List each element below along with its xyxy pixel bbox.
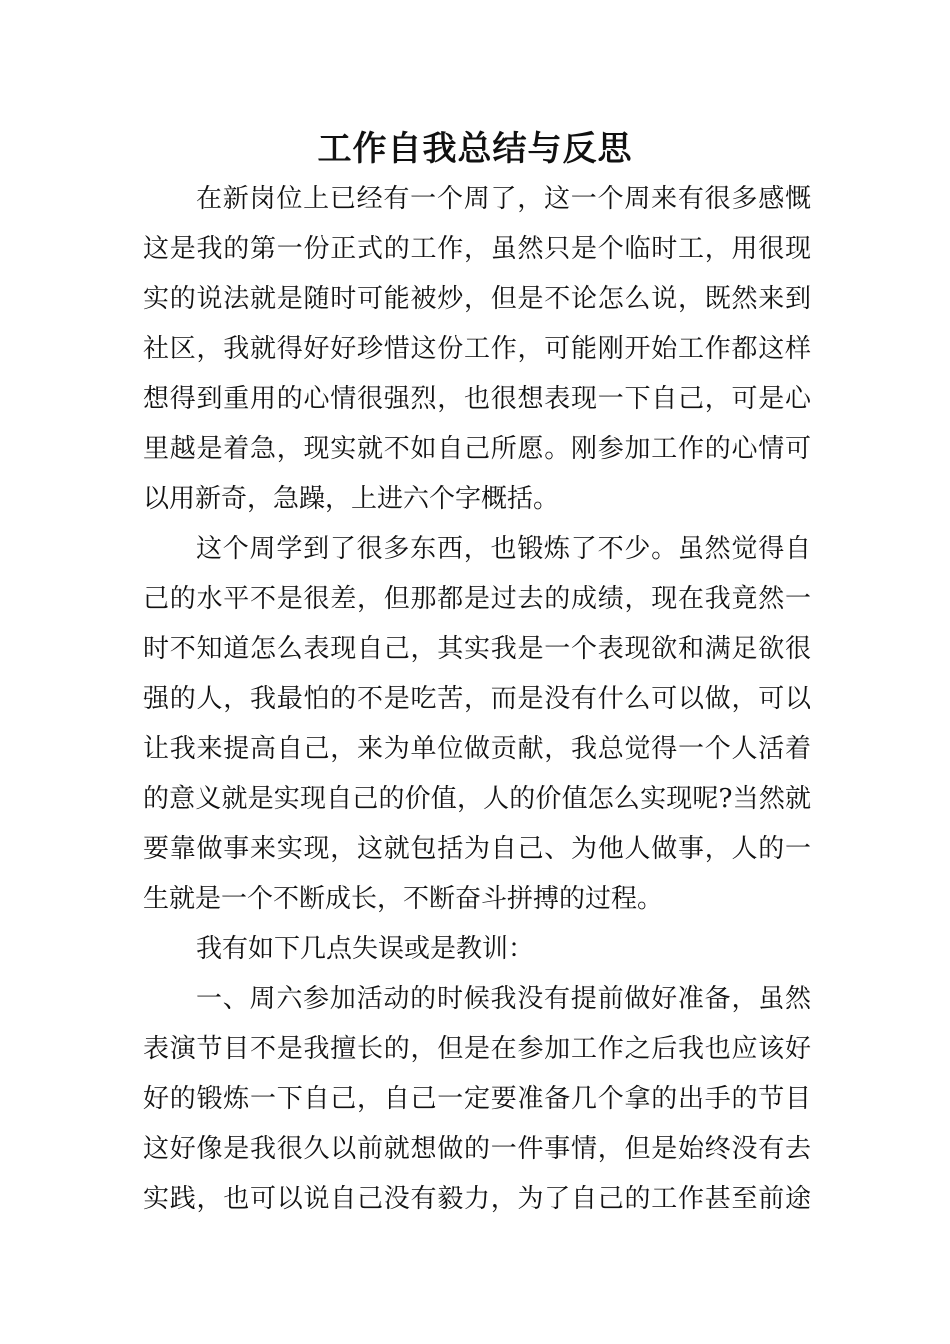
text-line: 这好像是我很久以前就想做的一件事情，但是始终没有去	[143, 1134, 811, 1164]
text-line: 己的水平不是很差，但那都是过去的成绩，现在我竟然一	[143, 584, 811, 614]
text-line: 的意义就是实现自己的价值，人的价值怎么实现呢?当然就	[143, 784, 811, 814]
text-line: 我有如下几点失误或是教训：	[196, 934, 535, 964]
text-line: 以用新奇，急躁，上进六个字概括。	[143, 484, 560, 514]
text-line: 一、周六参加活动的时候我没有提前做好准备，虽然	[196, 984, 811, 1014]
text-line: 实践，也可以说自己没有毅力，为了自己的工作甚至前途	[143, 1184, 811, 1214]
text-line: 这个周学到了很多东西，也锻炼了不少。虽然觉得自	[196, 534, 811, 564]
text-line: 这是我的第一份正式的工作，虽然只是个临时工，用很现	[143, 234, 811, 264]
text-line: 生就是一个不断成长，不断奋斗拼搏的过程。	[143, 884, 664, 914]
text-line: 好的锻炼一下自己，自己一定要准备几个拿的出手的节目	[143, 1084, 811, 1114]
text-line: 表演节目不是我擅长的，但是在参加工作之后我也应该好	[143, 1034, 811, 1064]
text-line: 社区，我就得好好珍惜这份工作，可能刚开始工作都这样	[143, 334, 811, 364]
text-line: 强的人，我最怕的不是吃苦，而是没有什么可以做，可以	[143, 684, 811, 714]
text-line: 实的说法就是随时可能被炒，但是不论怎么说，既然来到	[143, 284, 811, 314]
text-line: 在新岗位上已经有一个周了，这一个周来有很多感慨	[196, 184, 811, 214]
document-body	[143, 174, 811, 1224]
text-line: 想得到重用的心情很强烈，也很想表现一下自己，可是心	[143, 384, 811, 414]
text-line: 要靠做事来实现，这就包括为自己、为他人做事，人的一	[143, 834, 811, 864]
text-line: 时不知道怎么表现自己，其实我是一个表现欲和满足欲很	[143, 634, 811, 664]
text-line: 让我来提高自己，来为单位做贡献，我总觉得一个人活着	[143, 734, 811, 764]
text-line: 里越是着急，现实就不如自己所愿。刚参加工作的心情可	[143, 434, 811, 464]
document-title: 工作自我总结与反思	[317, 129, 633, 169]
